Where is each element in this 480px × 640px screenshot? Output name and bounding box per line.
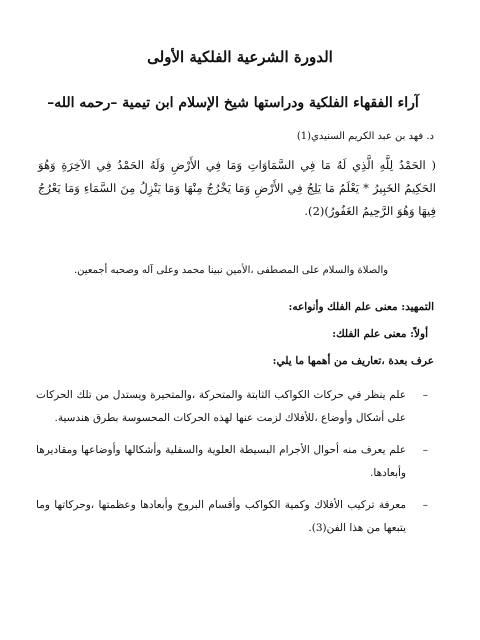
definitions-list bbox=[36, 384, 436, 549]
page-title: الدورة الشرعية الفلكية الأولى bbox=[147, 48, 333, 66]
definitions-heading: عرف بعدة ،تعاريف من أهمها ما يلي: bbox=[272, 355, 434, 367]
salutation-line: والصلاة والسلام على المصطفى ،الأمين نبينا محمد وعلى آله وصحبه أجمعين. bbox=[73, 265, 389, 276]
dash-bullet: – bbox=[422, 499, 428, 511]
definition-text: معرفة تركيب الأفلاك وكمية الكواكب وأقسام البروج وأبعادها وعظمتها ،وحركاتها وما يتبعها من هذا الفن(3). bbox=[36, 499, 406, 534]
definition-item bbox=[36, 494, 436, 540]
author-line: د. فهد بن عبد الكريم السنيدي(1) bbox=[296, 131, 434, 142]
article-title: آراء الفقهاء الفلكية ودراستها شيخ الإسلام ابن تيمية –رحمه الله– bbox=[47, 95, 419, 111]
intro-heading: التمهيد: معنى علم الفلك وأنواعه: bbox=[288, 301, 434, 313]
dash-bullet: – bbox=[422, 444, 428, 456]
dash-bullet: – bbox=[422, 389, 428, 401]
definition-item bbox=[36, 384, 436, 430]
section-heading: أولاً: معنى علم الفلك: bbox=[332, 328, 428, 340]
definition-text: علم يعرف منه أحوال الأجرام البسيطة العلوية والسفلية وأشكالها وأوضاعها ومقاديرها وأبعادها. bbox=[36, 444, 406, 479]
definition-text: علم ينظر في حركات الكواكب الثابتة والمتحركة ،والمتحيرة ويستدل من تلك الحركات على أشكال وأوضاع ،للأفلاك لزمت عنها لهذه الحركات المحسوسة بطرق هندسية. bbox=[36, 389, 406, 424]
quran-verse: ( الحَمْدُ لِلَّهِ الَّذِي لَهُ مَا فِي السَّمَاوَاتِ وَمَا فِي الأَرْضِ وَلَهُ الحَمْدُ فِي الآخِرَةِ وَهُوَ الحَكِيمُ الخَبِيرُ * يَعْلَمُ مَا يَلِجُ فِي الأَرْضِ وَمَا يَخْرُجُ مِنْهَا وَمَا يَنْزِلُ مِنَ السَّمَاءِ وَمَا يَعْرُجُ فِيهَا وَهُوَ الرَّحِيمُ الغَفُورُ)(2). bbox=[38, 158, 436, 218]
definition-item bbox=[36, 439, 436, 485]
